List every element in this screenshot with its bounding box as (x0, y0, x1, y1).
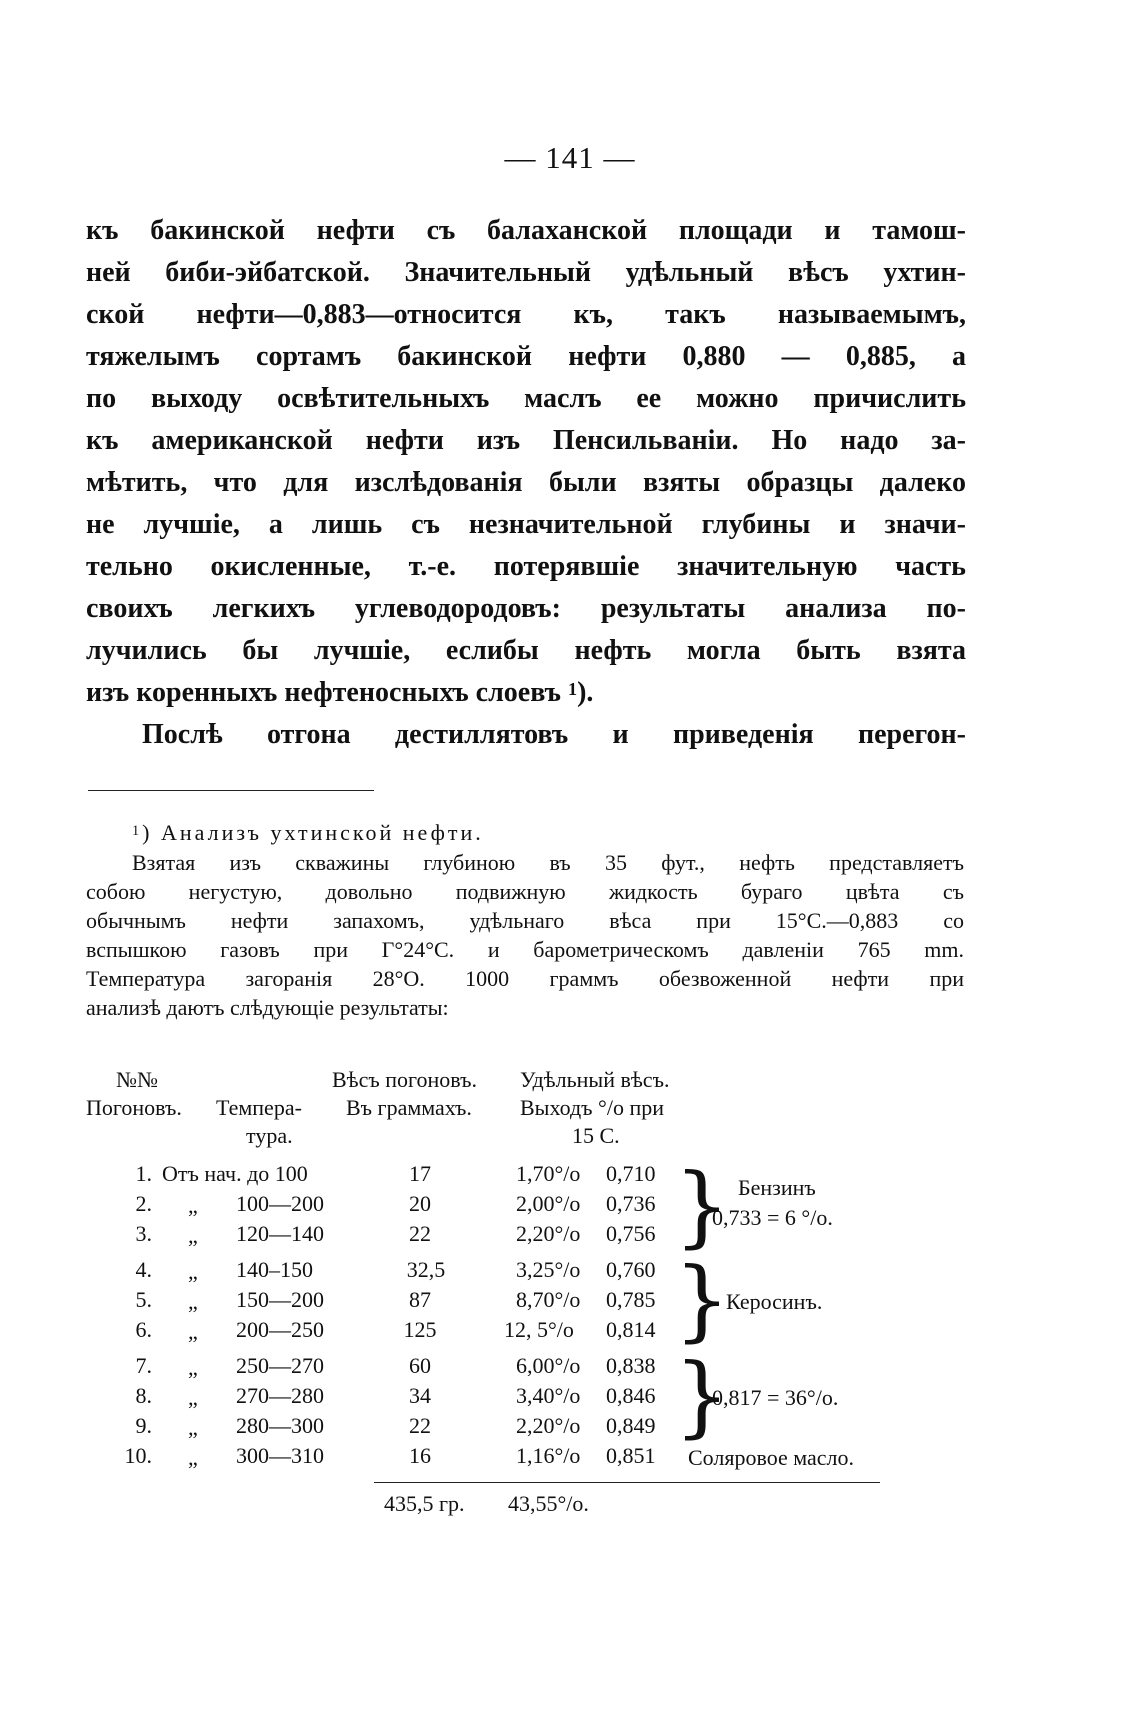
row-density: 0,736 (606, 1191, 656, 1216)
footnote-marker: 1 (132, 823, 143, 839)
row-yield: 2,20°/о (516, 1221, 581, 1246)
brace-oil: } (674, 1344, 730, 1447)
page-number: — 141 — (504, 140, 636, 175)
row-weight: 87 (409, 1287, 431, 1312)
text-line: ней биби-эйбатской. Значительный удѣльный вѣсъ ухтин- (86, 257, 966, 288)
header-spec-mid: Выходъ °/о при (520, 1095, 665, 1120)
row-temp: 270—280 (236, 1383, 324, 1408)
row-temp: 120—140 (236, 1221, 324, 1246)
footnote-title-text: ) Анализъ ухтинской нефти. (142, 820, 484, 845)
row-density: 0,760 (606, 1257, 656, 1282)
text-line: ской нефти—0,883—относится къ, такъ называемымъ, (86, 299, 966, 330)
text-line: не лучшіе, а лишь съ незначительной глубины и значи- (86, 509, 966, 540)
row-num: 10. (124, 1443, 152, 1468)
row-num: 9. (135, 1413, 152, 1438)
brace-benzine: } (674, 1154, 730, 1257)
row-weight: 32,5 (406, 1257, 446, 1282)
row-temp: 300—310 (236, 1443, 324, 1468)
footnote-line: вспышкою газовъ при Г°24°С. и барометрическомъ давленіи 765 mm. (86, 937, 964, 962)
row-ditto: „ (188, 1193, 198, 1218)
header-num-top: №№ (116, 1067, 158, 1092)
row-num: 8. (135, 1383, 152, 1408)
row-yield: 2,00°/о (516, 1191, 581, 1216)
text-line: тяжелымъ сортамъ бакинской нефти 0,880 — 0,885, а (86, 341, 966, 372)
row-ditto: „ (188, 1445, 198, 1470)
footnote-ref-close: ). (577, 677, 594, 708)
row-num: 7. (135, 1353, 152, 1378)
row-density: 0,849 (606, 1413, 656, 1438)
header-num-bottom: Погоновъ. (86, 1095, 182, 1120)
group-kerosene-label: Керосинъ. (726, 1289, 823, 1314)
row-yield: 12, 5°/о (504, 1317, 574, 1342)
row-density: 0,710 (606, 1161, 656, 1186)
footnote-line: Температура загоранія 28°О. 1000 граммъ обезвоженной нефти при (86, 966, 964, 991)
row-density: 0,851 (606, 1443, 656, 1468)
row-num: 4. (135, 1257, 152, 1282)
row-temp: Отъ нач. до 100 (162, 1161, 308, 1186)
header-temp-bottom: тура. (246, 1123, 293, 1148)
footnote-line: анализѣ даютъ слѣдующіе результаты: (86, 995, 449, 1020)
row-num: 1. (135, 1161, 152, 1186)
row-ditto: „ (188, 1259, 198, 1284)
footnote-line: собою негустую, довольно подвижную жидкость бураго цвѣта съ (86, 879, 964, 904)
text-line: къ американской нефти изъ Пенсильваніи. Но надо за- (86, 425, 966, 456)
row-ditto: „ (188, 1415, 198, 1440)
row-ditto: „ (188, 1289, 198, 1314)
total-weight: 435,5 гр. (384, 1491, 465, 1516)
header-weight-bottom: Въ граммахъ. (346, 1095, 472, 1120)
header-spec-top: Удѣльный вѣсъ. (520, 1067, 670, 1092)
row-density: 0,846 (606, 1383, 656, 1408)
text-line: къ бакинской нефти съ балаханской площади и тамош- (86, 215, 966, 246)
row-ditto: „ (188, 1223, 198, 1248)
row-weight: 22 (409, 1221, 431, 1246)
row-num: 6. (135, 1317, 152, 1342)
table-total-rule (374, 1482, 880, 1483)
row-ditto: „ (188, 1385, 198, 1410)
row-density: 0,838 (606, 1353, 656, 1378)
row-yield: 6,00°/о (516, 1353, 581, 1378)
row-weight: 22 (409, 1413, 431, 1438)
group-benzine-label: Бензинъ (738, 1175, 816, 1200)
footnote-line: Взятая изъ скважины глубиною въ 35 фут., нефть представляетъ (132, 850, 964, 875)
header-weight-top: Вѣсъ погоновъ. (332, 1067, 477, 1092)
row-yield: 1,70°/о (516, 1161, 581, 1186)
group-oil-value: 0,817 = 36°/о. (712, 1385, 839, 1410)
text-line: мѣтить, что для изслѣдованія были взяты образцы далеко (86, 467, 966, 498)
row-yield: 3,25°/о (516, 1257, 581, 1282)
row-temp: 280—300 (236, 1413, 324, 1438)
row-density: 0,756 (606, 1221, 656, 1246)
row-num: 2. (135, 1191, 152, 1216)
header-spec-bottom: 15 С. (572, 1123, 620, 1148)
footnote-line: обычнымъ нефти запахомъ, удѣльнаго вѣса при 15°С.—0,883 со (86, 908, 964, 933)
row-ditto: „ (188, 1355, 198, 1380)
row-weight: 60 (409, 1353, 431, 1378)
row-weight: 16 (409, 1443, 431, 1468)
row-yield: 8,70°/о (516, 1287, 581, 1312)
row-yield: 2,20°/о (516, 1413, 581, 1438)
text-line: тельно окисленные, т.-е. потерявшіе значительную часть (86, 551, 966, 582)
row-density: 0,785 (606, 1287, 656, 1312)
row-num: 5. (135, 1287, 152, 1312)
row-weight: 17 (409, 1161, 431, 1186)
row-temp: 250—270 (236, 1353, 324, 1378)
row-weight: 20 (409, 1191, 431, 1216)
row-temp: 200—250 (236, 1317, 324, 1342)
footnote-reference: 1 (567, 678, 578, 699)
row-temp: 100—200 (236, 1191, 324, 1216)
row-ditto: „ (188, 1319, 198, 1344)
group-benzine-value: 0,733 = 6 °/о. (712, 1205, 833, 1230)
row-density: 0,814 (606, 1317, 656, 1342)
total-yield: 43,55°/о. (508, 1491, 589, 1516)
paragraph-start-line: Послѣ отгона дестиллятовъ и приведенія перегон- (142, 719, 966, 750)
row-temp: 140–150 (236, 1257, 313, 1282)
row-weight: 125 (403, 1317, 437, 1342)
row-yield: 3,40°/о (516, 1383, 581, 1408)
text-line: лучились бы лучшіе, еслибы нефть могла быть взята (86, 635, 966, 666)
row-temp: 150—200 (236, 1287, 324, 1312)
text-line-content: изъ коренныхъ нефтеносныхъ слоевъ (86, 677, 561, 708)
row-yield: 1,16°/о (516, 1443, 581, 1468)
brace-kerosene: } (674, 1248, 730, 1351)
text-line: по выходу освѣтительныхъ маслъ ее можно причислить (86, 383, 966, 414)
group-solar-label: Соляровое масло. (688, 1445, 855, 1470)
row-weight: 34 (409, 1383, 431, 1408)
header-temp-top: Темпера- (216, 1095, 302, 1120)
text-line: своихъ легкихъ углеводородовъ: результаты анализа по- (86, 593, 966, 624)
row-num: 3. (135, 1221, 152, 1246)
